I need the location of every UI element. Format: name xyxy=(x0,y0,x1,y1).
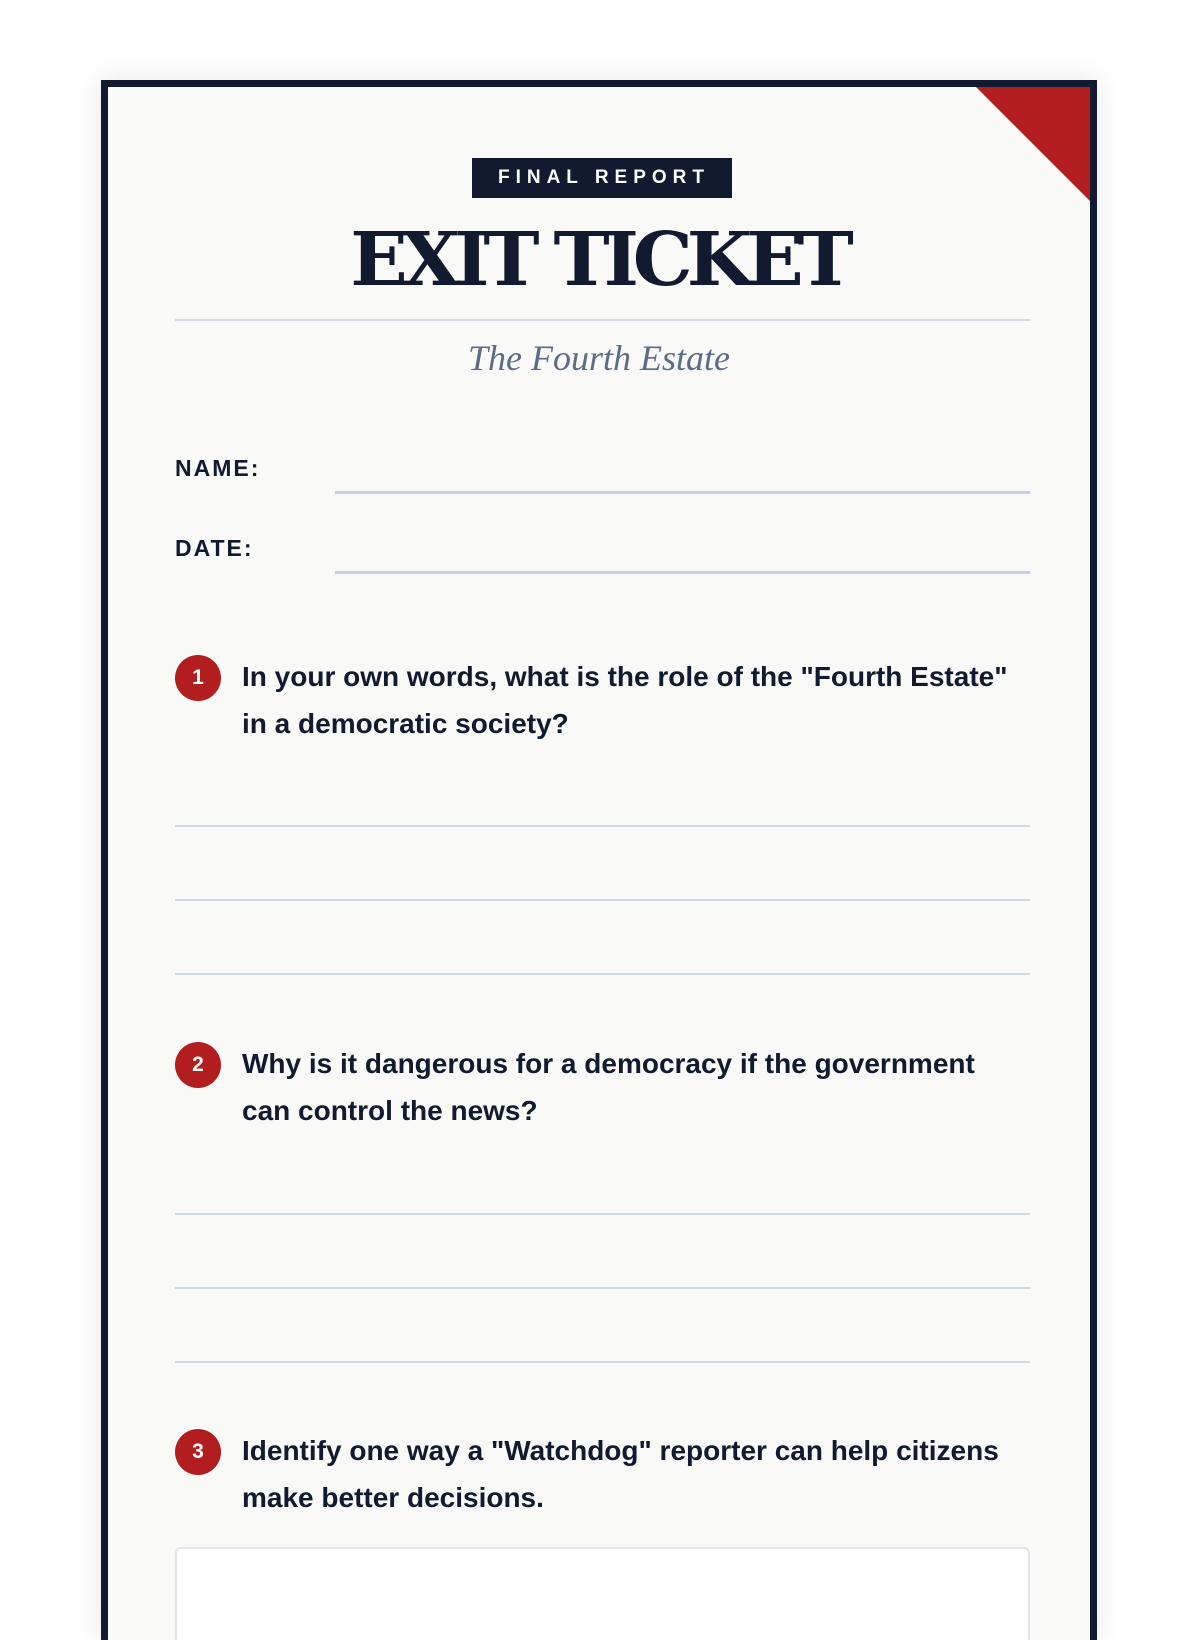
date-label: DATE: xyxy=(175,535,254,561)
question-3-text: Identify one way a "Watchdog" reporter can help citizens make better decisions. xyxy=(242,1435,999,1513)
name-label: NAME: xyxy=(175,455,261,481)
question-1-text: In your own words, what is the role of the "Fourth Estate" in a democratic society? xyxy=(242,661,1008,739)
answer-line[interactable] xyxy=(175,899,1030,901)
answer-line[interactable] xyxy=(175,973,1030,975)
question-number-badge: 3 xyxy=(175,1429,221,1475)
exit-ticket-card xyxy=(101,80,1097,1640)
corner-ribbon xyxy=(976,87,1090,201)
name-field[interactable] xyxy=(335,491,1030,494)
final-report-badge: FINAL REPORT xyxy=(472,158,732,198)
page-title: EXIT TICKET xyxy=(350,217,848,303)
question-2-text: Why is it dangerous for a democracy if the government can control the news? xyxy=(242,1048,975,1126)
question-number-badge: 1 xyxy=(175,655,221,701)
answer-line[interactable] xyxy=(175,1361,1030,1363)
answer-line[interactable] xyxy=(175,825,1030,827)
question-number-badge: 2 xyxy=(175,1042,221,1088)
question-3-answer-box[interactable] xyxy=(175,1547,1030,1640)
answer-line[interactable] xyxy=(175,1287,1030,1289)
title-divider xyxy=(175,319,1030,321)
page-subtitle: The Fourth Estate xyxy=(468,338,730,378)
answer-line[interactable] xyxy=(175,1213,1030,1215)
date-field[interactable] xyxy=(335,571,1030,574)
